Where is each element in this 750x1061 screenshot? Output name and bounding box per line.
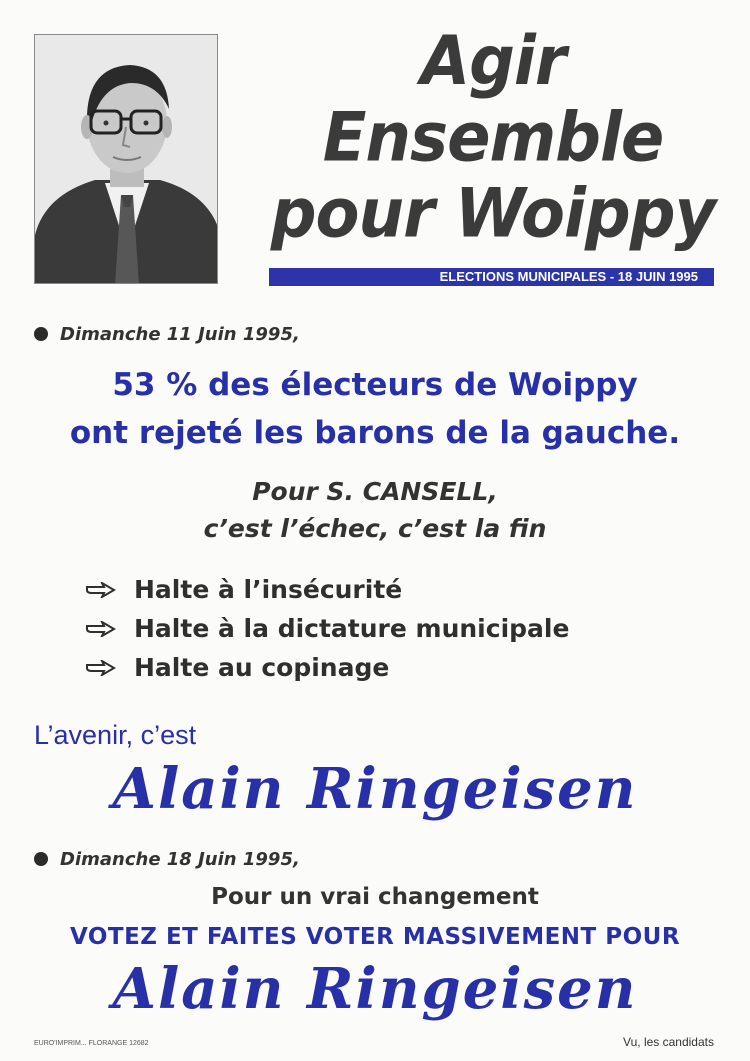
pointing-hand-icon xyxy=(86,660,116,676)
title-line-2: pour Woippy xyxy=(270,175,716,254)
subhead-line-1: Pour S. CANSELL, xyxy=(252,477,498,506)
headline-line-2: ont rejeté les barons de la gauche. xyxy=(69,415,681,451)
pointing-hand-icon xyxy=(86,621,116,637)
date-second-round xyxy=(34,849,300,870)
halt-text: Halte à l’insécurité xyxy=(134,575,403,604)
date-first-round-text: Dimanche 11 Juin 1995, xyxy=(60,324,300,345)
list-item xyxy=(86,609,569,648)
printer-credit: EURO'IMPRIM... FLORANGE 12682 xyxy=(34,1040,149,1047)
avenir-text: L’avenir, c’est xyxy=(34,720,197,750)
date-second-round-text: Dimanche 18 Juin 1995, xyxy=(60,849,300,870)
votez-text: VOTEZ ET FAITES VOTER MASSIVEMENT POUR xyxy=(69,924,681,950)
list-item xyxy=(86,648,569,687)
title-line-1: Agir Ensemble xyxy=(322,22,664,178)
vu-candidats: Vu, les candidats xyxy=(623,1035,714,1049)
date-first-round xyxy=(34,324,300,345)
halt-list xyxy=(86,570,569,687)
candidate-portrait xyxy=(34,34,218,284)
bullet-dot-icon xyxy=(34,852,48,866)
subhead-line-2: c’est l’échec, c’est la fin xyxy=(203,514,547,543)
halt-text: Halte à la dictature municipale xyxy=(134,614,570,643)
changement-text: Pour un vrai changement xyxy=(211,884,539,910)
bullet-dot-icon xyxy=(34,327,48,341)
election-banner: ELECTIONS MUNICIPALES - 18 JUIN 1995 xyxy=(269,268,714,286)
candidate-name-signature-bottom: Alain Ringeisen xyxy=(112,956,638,1022)
pointing-hand-icon xyxy=(86,582,116,598)
page-title xyxy=(248,24,738,253)
candidate-name-signature: Alain Ringeisen xyxy=(112,756,638,822)
halt-text: Halte au copinage xyxy=(134,653,390,682)
list-item xyxy=(86,570,569,609)
headline-line-1: 53 % des électeurs de Woippy xyxy=(112,367,638,403)
